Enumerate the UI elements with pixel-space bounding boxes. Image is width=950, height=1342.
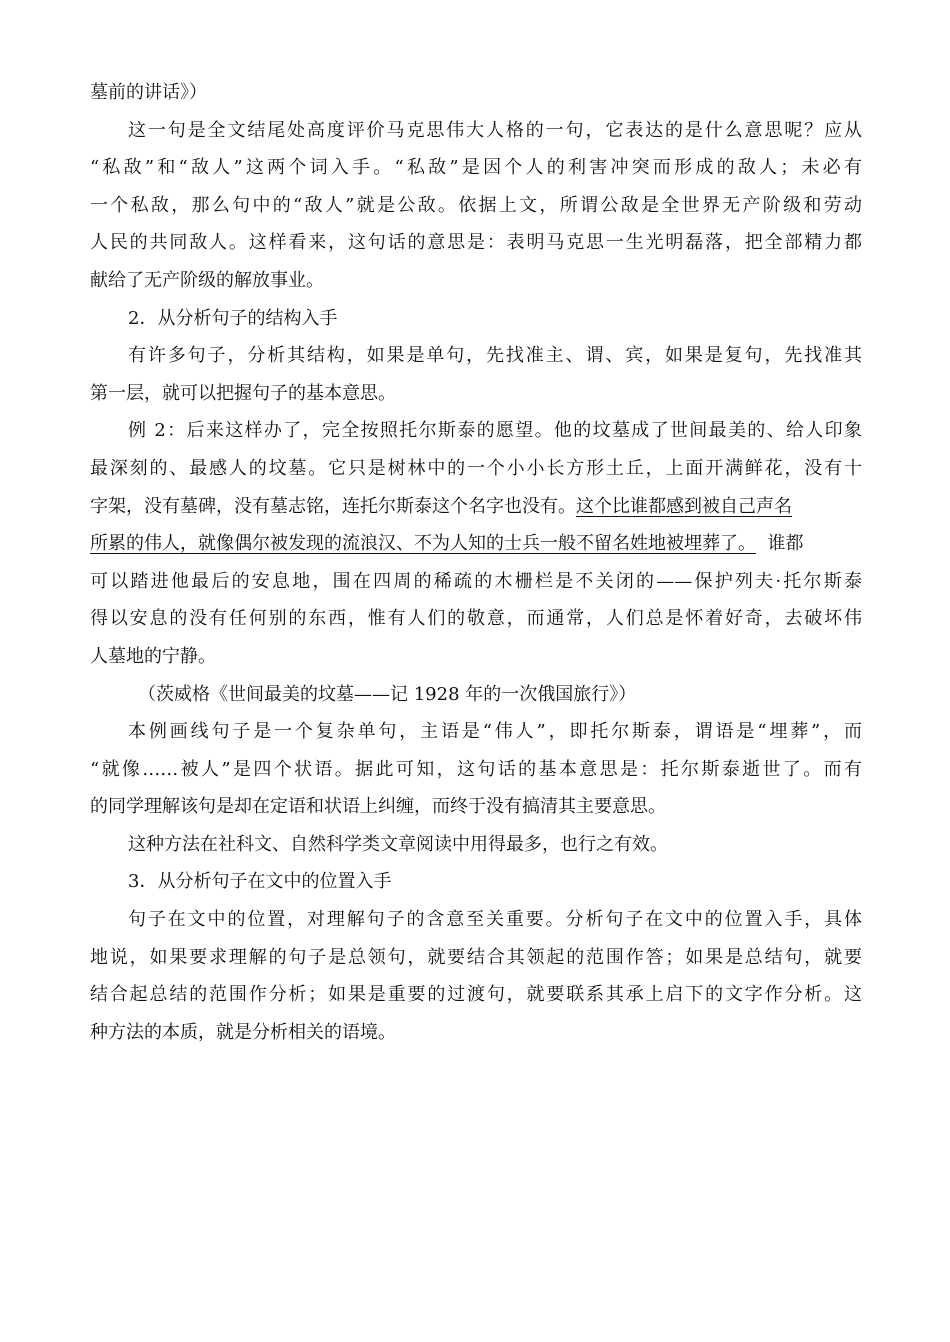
text-line: 例 2：后来这样办了，完全按照托尔斯泰的愿望。他的坟墓成了世间最美的、给人印象 — [128, 420, 862, 442]
text-segment: 谁都 — [756, 533, 804, 555]
document-page — [90, 74, 862, 1051]
text-line — [90, 488, 862, 526]
underlined-sentence: 这个比谁都感到被自己声名 — [576, 495, 792, 517]
text-line: 第一层，就可以把握句子的基本意思。 — [90, 382, 396, 404]
text-line: 有许多句子，分析其结构，如果是单句，先找准主、谓、宾，如果是复句，先找准其 — [128, 345, 862, 367]
text-line: 句子在文中的位置，对理解句子的含意至关重要。分析句子在文中的位置入手，具体 — [128, 909, 862, 931]
text-line: 种方法的本质，就是分析相关的语境。 — [90, 1021, 396, 1043]
text-line: 墓前的讲话》） — [90, 82, 207, 103]
text-line: 本例画线句子是一个复杂单句，主语是“伟人”，即托尔斯泰，谓语是“埋葬”，而 — [128, 721, 862, 743]
underlined-sentence: 所累的伟人，就像偶尔被发现的流浪汉、不为人知的士兵一般不留名姓地被埋葬了。 — [90, 533, 756, 555]
text-line: 的同学理解该句是却在定语和状语上纠缠，而终于没有搞清其主要意思。 — [90, 796, 666, 818]
text-line: 人墓地的宁静。 — [90, 645, 216, 667]
text-line — [90, 525, 862, 563]
text-line: 地说，如果要求理解的句子是总领句，就要结合其领起的范围作答；如果是总结句，就要 — [90, 946, 862, 968]
text-line: “就像……被人”是四个状语。据此可知，这句话的基本意思是：托尔斯泰逝世了。而有 — [90, 758, 862, 780]
section-heading: 3．从分析句子在文中的位置入手 — [128, 871, 392, 893]
text-line: 人民的共同敌人。这样看来，这句话的意思是：表明马克思一生光明磊落，把全部精力都 — [90, 232, 862, 254]
text-line: “私敌”和“敌人”这两个词入手。“私敌”是因个人的利害冲突而形成的敌人；未必有 — [90, 157, 862, 179]
text-line: 一个私敌，那么句中的“敌人”就是公敌。依据上文，所谓公敌是全世界无产阶级和劳动 — [90, 194, 862, 216]
text-line: 可以踏进他最后的安息地，围在四周的稀疏的木栅栏是不关闭的——保护列夫·托尔斯泰 — [90, 570, 862, 592]
text-line: 这种方法在社科文、自然科学类文章阅读中用得最多，也行之有效。 — [128, 833, 668, 855]
citation: （茨威格《世间最美的坟墓——记 1928 年的一次俄国旅行》） — [138, 683, 637, 705]
text-line: 这一句是全文结尾处高度评价马克思伟大人格的一句，它表达的是什么意思呢？应从 — [128, 119, 862, 141]
text-line: 结合起总结的范围作分析；如果是重要的过渡句，就要联系其承上启下的文字作分析。这 — [90, 984, 862, 1006]
text-line: 最深刻的、最感人的坟墓。它只是树林中的一个小小长方形土丘，上面开满鲜花，没有十 — [90, 457, 862, 479]
text-line: 得以安息的没有任何别的东西，惟有人们的敬意，而通常，人们总是怀着好奇，去破坏伟 — [90, 608, 862, 630]
text-segment: 字架，没有墓碑，没有墓志铭，连托尔斯泰这个名字也没有。 — [90, 495, 576, 517]
text-line: 献给了无产阶级的解放事业。 — [90, 269, 324, 291]
section-heading: 2．从分析句子的结构入手 — [128, 307, 338, 329]
